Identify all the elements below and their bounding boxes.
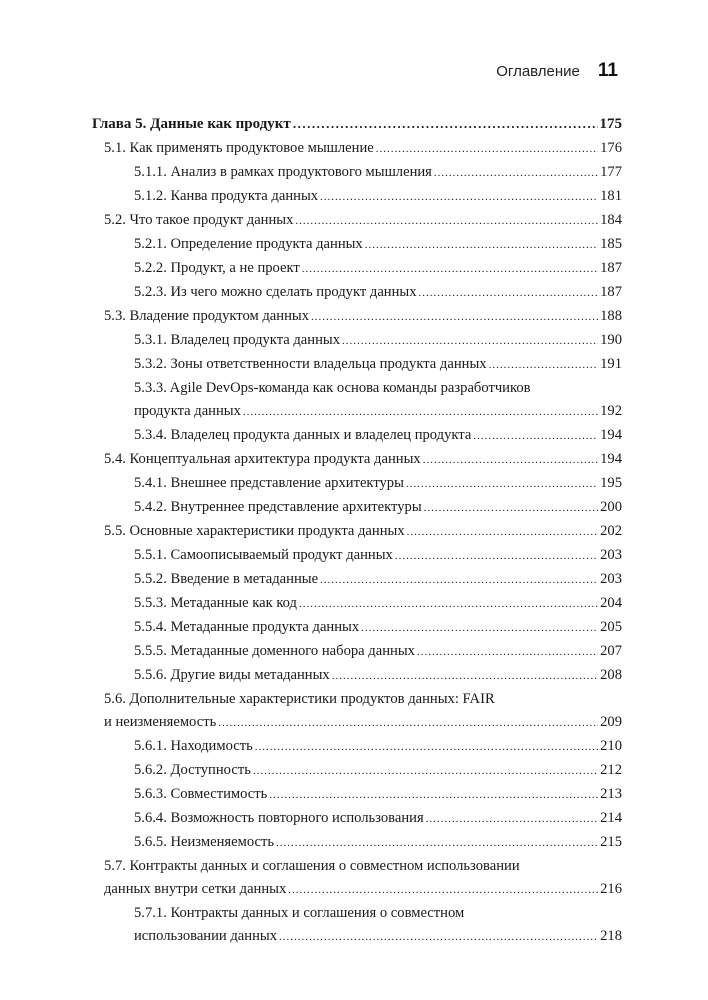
toc-entry-line: [134, 185, 622, 209]
toc-entry-line: [134, 568, 622, 592]
toc-entry-page: 187: [600, 260, 622, 276]
toc-entry-title: 5.4. Концептуальная архитектура продукта данных: [104, 451, 421, 467]
toc-entry-line: [134, 664, 622, 688]
leader-dots: [288, 879, 598, 902]
toc-entry-title: 5.3.4. Владелец продукта данных и владелец продукта: [134, 427, 472, 443]
leader-dots: [365, 234, 598, 257]
toc-entry-title-line: 5.7. Контракты данных и соглашения о совместном использовании: [104, 858, 520, 874]
leader-dots: [395, 545, 598, 568]
leader-dots: [434, 162, 598, 185]
toc-entry-page: 177: [600, 164, 622, 180]
toc-entry-line: [134, 472, 622, 496]
table-of-contents: [92, 112, 622, 949]
toc-entry-title: 5.6.1. Находимость: [134, 738, 253, 754]
leader-dots: [276, 832, 598, 855]
toc-entry-line: [104, 878, 622, 902]
toc-entry-line: [104, 209, 622, 233]
toc-entry: [92, 735, 622, 759]
toc-entry-page: 204: [600, 595, 622, 611]
leader-dots: [295, 210, 598, 233]
toc-entry: [92, 112, 622, 136]
toc-entry-page: 202: [600, 523, 622, 539]
toc-entry-page: 209: [600, 714, 622, 730]
toc-entry-title: 5.1. Как применять продуктовое мышление: [104, 140, 374, 156]
toc-entry: [92, 353, 622, 377]
toc-entry: [92, 592, 622, 616]
toc-entry-page: 210: [600, 738, 622, 754]
toc-entry-line: [134, 544, 622, 568]
toc-entry-title: 5.5.3. Метаданные как код: [134, 595, 297, 611]
toc-entry: [92, 759, 622, 783]
toc-entry-title: данных внутри сетки данных: [104, 881, 287, 897]
toc-entry-title: 5.5.5. Метаданные доменного набора данных: [134, 643, 415, 659]
toc-entry-title: 5.5.2. Введение в метаданные: [134, 571, 319, 587]
toc-entry-title: 5.1.2. Канва продукта данных: [134, 188, 319, 204]
toc-entry-line: [134, 831, 622, 855]
toc-entry-line: [134, 592, 622, 616]
toc-entry-page: 208: [600, 667, 622, 683]
toc-entry: [92, 520, 622, 544]
toc-entry: [92, 185, 622, 209]
running-head: [496, 60, 618, 82]
toc-entry-page: 191: [600, 356, 622, 372]
leader-dots: [406, 473, 598, 496]
toc-entry-line: [134, 616, 622, 640]
toc-entry-title: 5.3.2. Зоны ответственности владельца продукта данных: [134, 356, 487, 372]
leader-dots: [255, 736, 598, 759]
leader-dots: [417, 641, 598, 664]
leader-dots: [302, 258, 598, 281]
toc-entry-title: 5.2.3. Из чего можно сделать продукт данных: [134, 284, 417, 300]
toc-entry: [92, 472, 622, 496]
leader-dots: [361, 617, 598, 640]
toc-entry-page: 184: [600, 212, 622, 228]
leader-dots: [423, 449, 598, 472]
leader-dots: [424, 497, 598, 520]
leader-dots: [489, 354, 599, 377]
toc-entry: [92, 807, 622, 831]
toc-entry-line: [104, 520, 622, 544]
toc-entry-title: 5.6.3. Совместимость: [134, 786, 268, 802]
toc-entry-page: 215: [600, 834, 622, 850]
toc-entry-line: [134, 233, 622, 257]
toc-entry: [92, 305, 622, 329]
toc-entry: [92, 664, 622, 688]
toc-entry-title-line: 5.3.3. Agile DevOps-команда как основа команды разработчиков: [134, 380, 531, 396]
toc-entry-title: 5.5.6. Другие виды метаданных: [134, 667, 330, 683]
leader-dots: [269, 784, 598, 807]
toc-entry-line: [134, 496, 622, 520]
toc-entry-title: 5.3.1. Владелец продукта данных: [134, 332, 341, 348]
toc-entry-line: [104, 448, 622, 472]
toc-entry: [92, 783, 622, 807]
toc-entry-title: 5.3. Владение продуктом данных: [104, 308, 309, 324]
toc-entry: [92, 377, 622, 424]
toc-entry-line: [134, 281, 622, 305]
leader-dots: [279, 926, 598, 949]
toc-entry-title: 5.5.4. Метаданные продукта данных: [134, 619, 360, 635]
leader-dots: [311, 306, 598, 329]
toc-entry-title-line: 5.6. Дополнительные характеристики продуктов данных: FAIR: [104, 691, 495, 707]
leader-dots: [320, 569, 598, 592]
leader-dots: [243, 401, 598, 424]
toc-entry: [92, 233, 622, 257]
leader-dots: [218, 712, 598, 735]
toc-entry-line: [104, 305, 622, 329]
toc-entry-title: 5.2. Что такое продукт данных: [104, 212, 294, 228]
toc-entry: [92, 448, 622, 472]
running-head-title: Оглавление: [496, 63, 580, 80]
toc-entry-page: 218: [600, 928, 622, 944]
toc-entry-line: [104, 711, 622, 735]
toc-entry-page: 195: [600, 475, 622, 491]
leader-dots: [320, 186, 598, 209]
toc-entry-title: продукта данных: [134, 403, 241, 419]
toc-entry-page: 187: [600, 284, 622, 300]
toc-entry: [92, 568, 622, 592]
toc-entry-line: [134, 783, 622, 807]
toc-entry: [92, 902, 622, 949]
leader-dots: [332, 665, 598, 688]
toc-entry-page: 207: [600, 643, 622, 659]
leader-dots: [407, 521, 598, 544]
toc-entry-line: [92, 112, 622, 136]
toc-entry: [92, 544, 622, 568]
toc-entry-page: 200: [600, 499, 622, 515]
toc-entry-page: 176: [600, 140, 622, 156]
toc-entry-page: 203: [600, 547, 622, 563]
toc-entry-page: 185: [600, 236, 622, 252]
toc-entry-line: [134, 759, 622, 783]
toc-entry-page: 194: [600, 451, 622, 467]
leader-dots: [426, 808, 598, 831]
toc-entry: [92, 137, 622, 161]
toc-entry-page: 203: [600, 571, 622, 587]
toc-entry-title: 5.5. Основные характеристики продукта данных: [104, 523, 405, 539]
toc-entry-line: [134, 640, 622, 664]
toc-entry-title: 5.2.1. Определение продукта данных: [134, 236, 363, 252]
toc-entry-page: 212: [600, 762, 622, 778]
toc-entry-title: 5.2.2. Продукт, а не проект: [134, 260, 300, 276]
leader-dots: [299, 593, 598, 616]
toc-entry-title-line: 5.7.1. Контракты данных и соглашения о совместном: [134, 905, 465, 921]
toc-entry-page: 216: [600, 881, 622, 897]
leader-dots: [473, 425, 598, 448]
toc-entry: [92, 616, 622, 640]
toc-entry-page: 192: [600, 403, 622, 419]
toc-entry: [92, 688, 622, 735]
toc-entry-title: 5.4.2. Внутреннее представление архитектуры: [134, 499, 422, 515]
toc-entry-line: [104, 137, 622, 161]
toc-entry-title: 5.4.1. Внешнее представление архитектуры: [134, 475, 404, 491]
toc-entry-page: 213: [600, 786, 622, 802]
toc-entry: [92, 424, 622, 448]
toc-entry: [92, 640, 622, 664]
toc-entry-title: 5.6.4. Возможность повторного использования: [134, 810, 424, 826]
toc-entry-line: [134, 925, 622, 949]
toc-entry-page: 190: [600, 332, 622, 348]
toc-entry: [92, 329, 622, 353]
leader-dots: [342, 330, 598, 353]
toc-entry: [92, 831, 622, 855]
page-number: 11: [597, 60, 618, 81]
toc-entry-page: 214: [600, 810, 622, 826]
toc-entry-title: 5.6.2. Доступность: [134, 762, 251, 778]
toc-entry: [92, 161, 622, 185]
toc-entry: [92, 496, 622, 520]
toc-entry-line: [134, 424, 622, 448]
toc-entry-line: [134, 329, 622, 353]
toc-entry-page: 181: [600, 188, 622, 204]
toc-entry-line: [134, 807, 622, 831]
toc-entry-title: и неизменяемость: [104, 714, 217, 730]
toc-entry-title: 5.6.5. Неизменяемость: [134, 834, 274, 850]
toc-entry: [92, 257, 622, 281]
toc-entry-line: [134, 400, 622, 424]
leader-dots: [376, 138, 598, 161]
toc-entry-title: 5.5.1. Самоописываемый продукт данных: [134, 547, 393, 563]
toc-entry-title: 5.1.1. Анализ в рамках продуктового мышления: [134, 164, 432, 180]
toc-entry-title: использовании данных: [134, 928, 277, 944]
toc-entry-page: 188: [600, 308, 622, 324]
toc-entry-line: [134, 353, 622, 377]
toc-entry: [92, 281, 622, 305]
toc-entry: [92, 209, 622, 233]
toc-entry: [92, 855, 622, 902]
toc-entry-page: 194: [600, 427, 622, 443]
toc-entry-line: [134, 735, 622, 759]
leader-dots: [419, 282, 599, 305]
toc-entry-title: Глава 5. Данные как продукт: [92, 116, 291, 132]
toc-entry-line: [134, 257, 622, 281]
leader-dots: [293, 112, 598, 135]
toc-entry-page: 205: [600, 619, 622, 635]
toc-entry-page: 175: [599, 116, 622, 132]
toc-entry-line: [134, 161, 622, 185]
leader-dots: [253, 760, 598, 783]
